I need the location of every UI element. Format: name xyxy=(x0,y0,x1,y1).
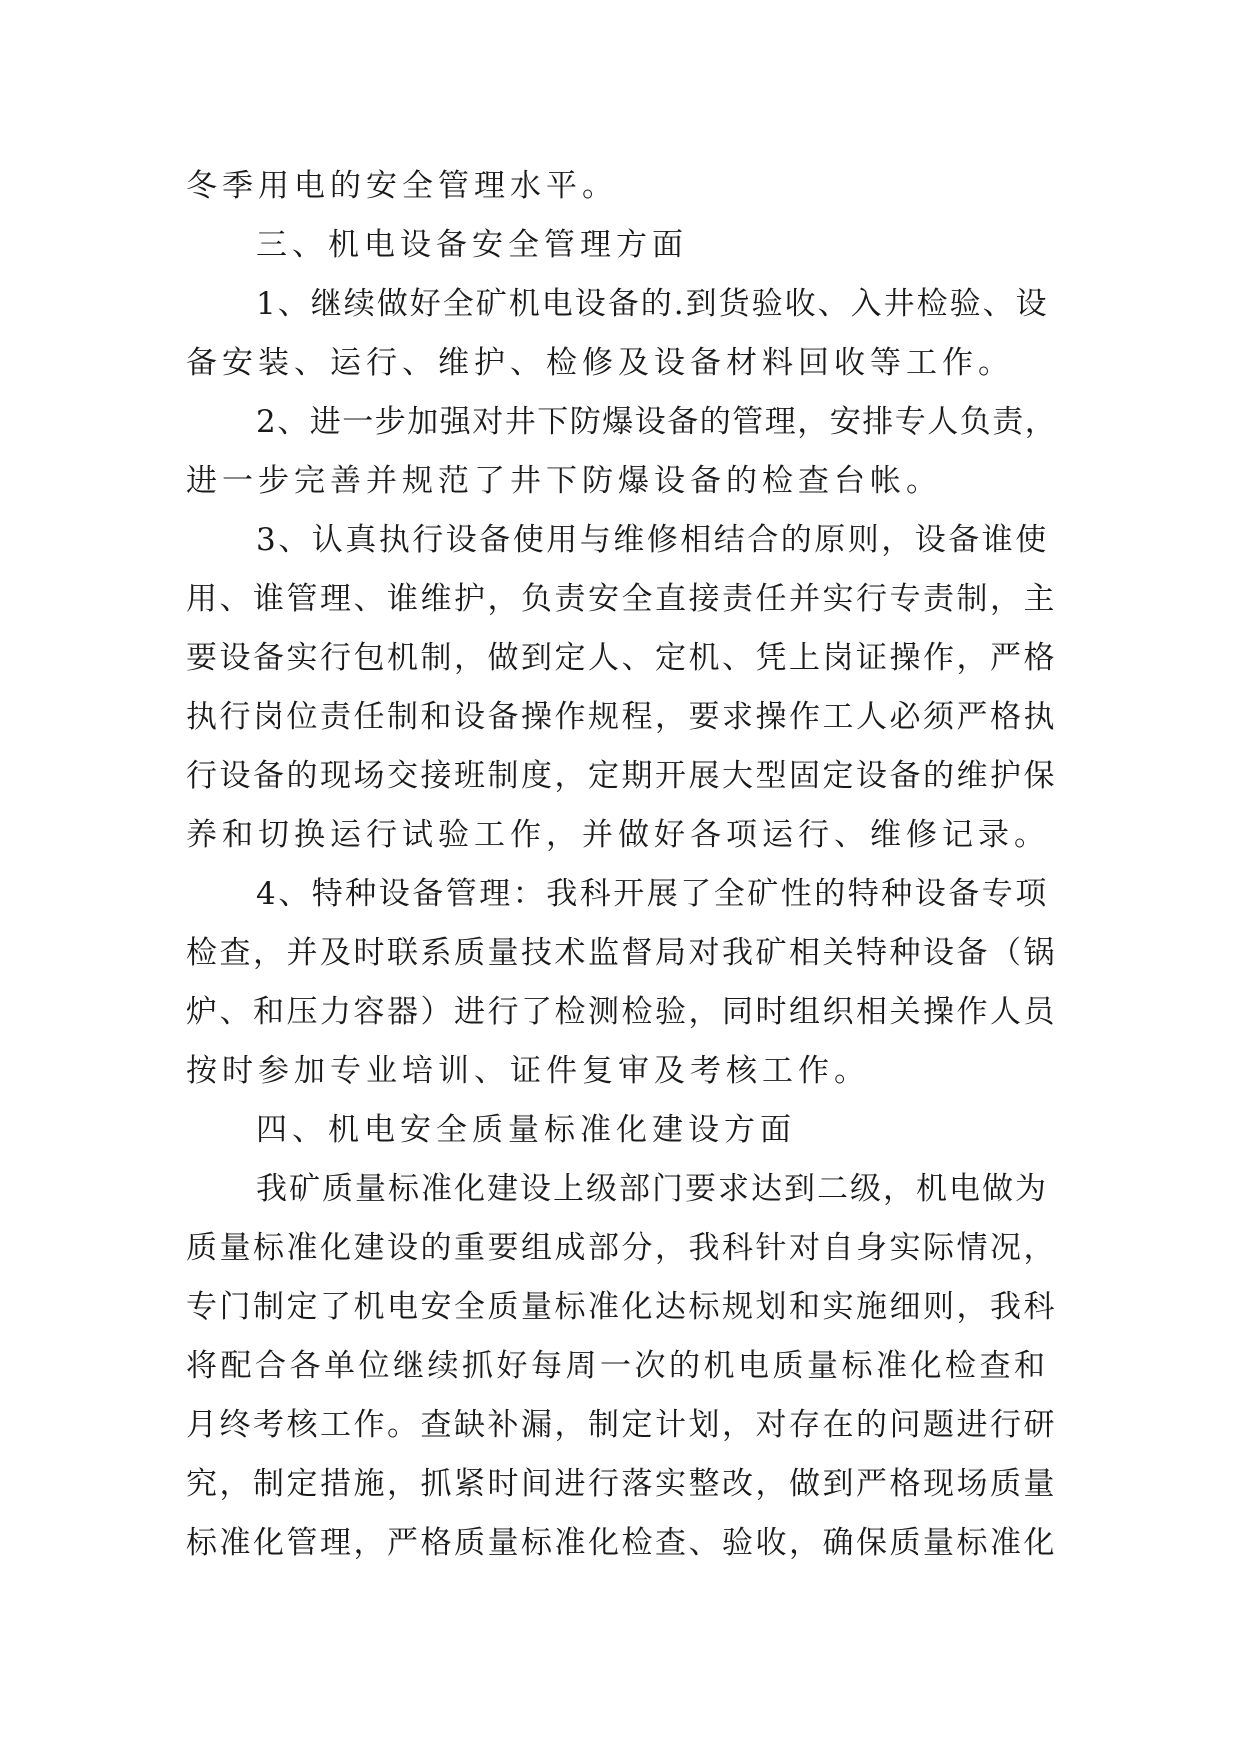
text-line: 专门制定了机电安全质量标准化达标规划和实施细则，我科 xyxy=(186,1289,1057,1325)
text-line: 月终考核工作。查缺补漏，制定计划，对存在的问题进行研 xyxy=(186,1407,1057,1443)
text-line: 炉、和压力容器）进行了检测检验，同时组织相关操作人员 xyxy=(186,994,1057,1030)
text-line: 究，制定措施，抓紧时间进行落实整改，做到严格现场质量 xyxy=(186,1466,1057,1502)
text-line: 质量标准化建设的重要组成部分，我科针对自身实际情况， xyxy=(186,1230,1057,1266)
text-line: 1、继续做好全矿机电设备的.到货验收、入井检验、设 xyxy=(256,286,1049,322)
text-line: 用、谁管理、谁维护，负责安全直接责任并实行专责制，主 xyxy=(186,581,1057,617)
text-line: 3、认真执行设备使用与维修相结合的原则，设备谁使 xyxy=(256,522,1049,558)
text-line: 检查，并及时联系质量技术监督局对我矿相关特种设备（锅 xyxy=(186,935,1057,971)
text-line: 4、特种设备管理：我科开展了全矿性的特种设备专项 xyxy=(256,876,1049,912)
text-line: 冬季用电的安全管理水平。 xyxy=(186,168,618,204)
text-line: 三、机电设备安全管理方面 xyxy=(256,227,688,263)
text-line: 将配合各单位继续抓好每周一次的机电质量标准化检查和 xyxy=(186,1348,1049,1384)
text-line: 四、机电安全质量标准化建设方面 xyxy=(256,1112,796,1148)
text-line: 2、进一步加强对井下防爆设备的管理，安排专人负责， xyxy=(256,404,1058,440)
text-line: 按时参加专业培训、证件复审及考核工作。 xyxy=(186,1053,870,1089)
text-line: 备安装、运行、维护、检修及设备材料回收等工作。 xyxy=(186,345,1014,381)
document-body xyxy=(186,157,1056,1573)
text-line: 养和切换运行试验工作，并做好各项运行、维修记录。 xyxy=(186,817,1050,853)
text-line: 进一步完善并规范了井下防爆设备的检查台帐。 xyxy=(186,463,942,499)
text-line: 我矿质量标准化建设上级部门要求达到二级，机电做为 xyxy=(256,1171,1048,1207)
text-line: 行设备的现场交接班制度，定期开展大型固定设备的维护保 xyxy=(186,758,1057,794)
text-line: 执行岗位责任制和设备操作规程，要求操作工人必须严格执 xyxy=(186,699,1057,735)
text-line: 要设备实行包机制，做到定人、定机、凭上岗证操作，严格 xyxy=(186,640,1057,676)
text-line: 标准化管理，严格质量标准化检查、验收，确保质量标准化 xyxy=(186,1525,1057,1561)
